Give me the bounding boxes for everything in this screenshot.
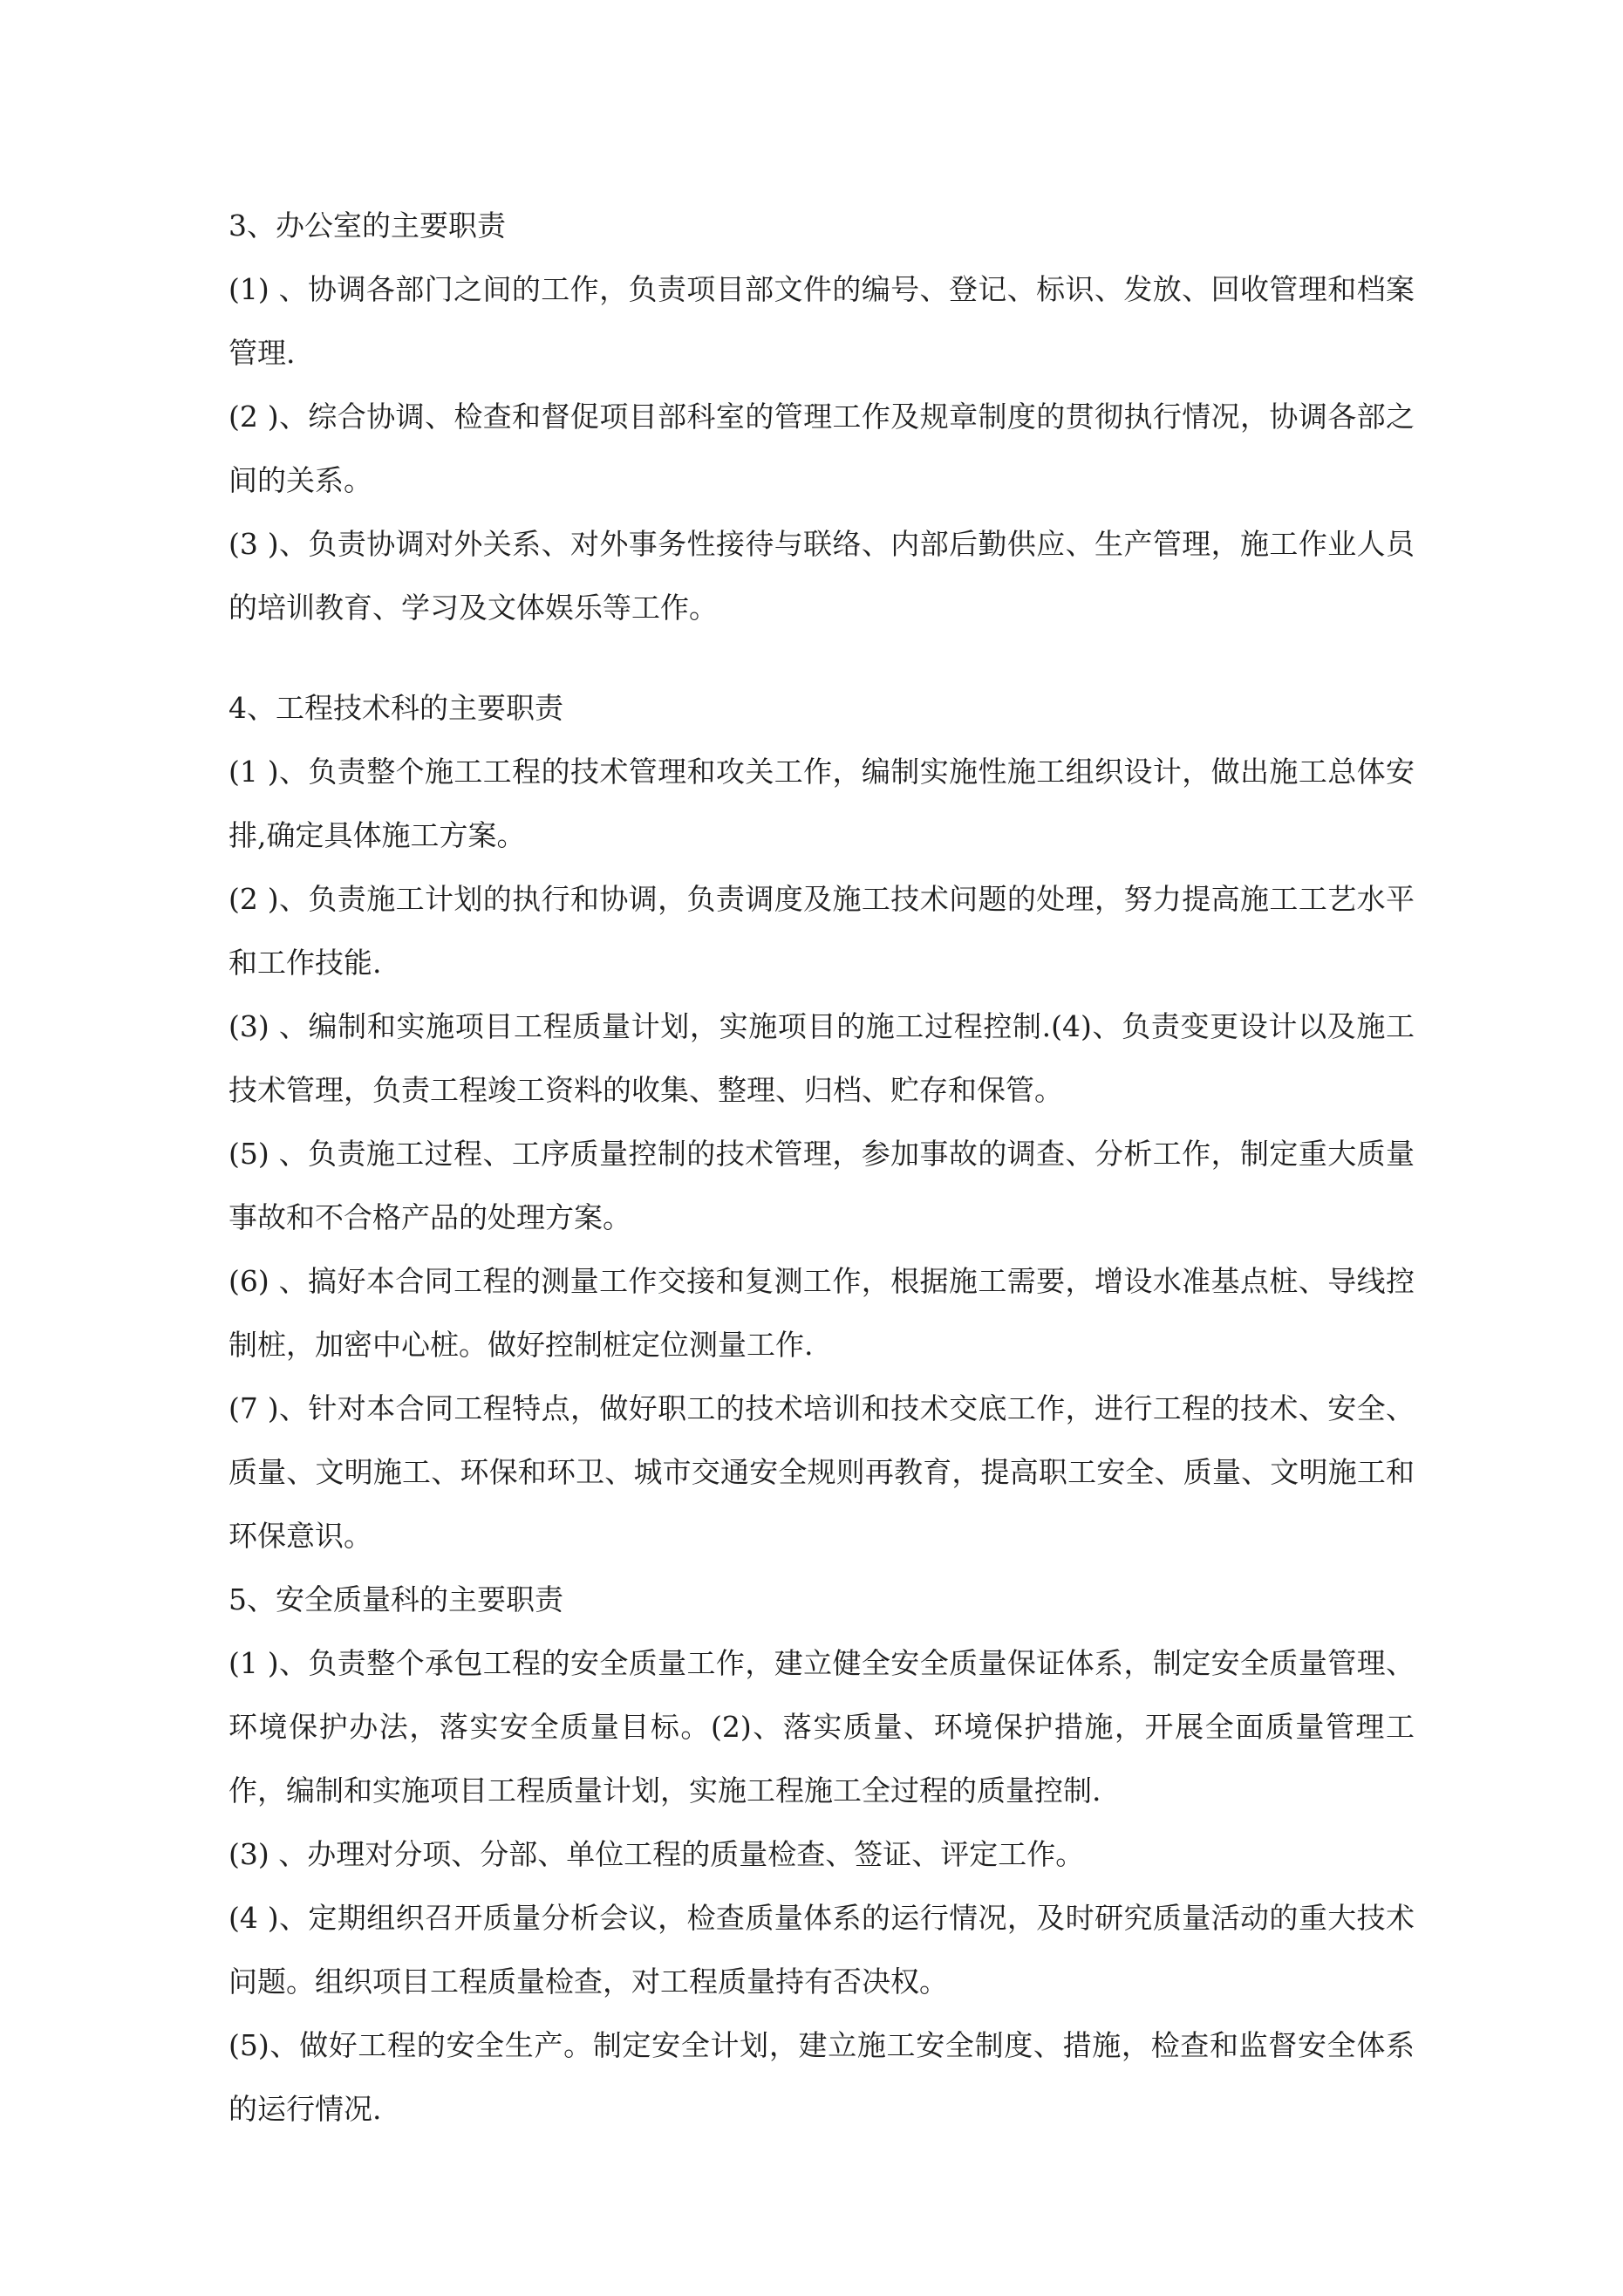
paragraph-engineering-7: (7 )、针对本合同工程特点，做好职工的技术培训和技术交底工作，进行工程的技术、安全、质量、文明施工、环保和环卫、城市交通安全规则再教育，提高职工安全、质量、文明施工和环保意识。 — [228, 1391, 1415, 1553]
paragraph-engineering-3: (3) 、编制和实施项目工程质量计划，实施项目的施工过程控制.(4)、负责变更设计以及施工技术管理，负责工程竣工资料的收集、整理、归档、贮存和保管。 — [228, 1009, 1415, 1107]
paragraph-safety-3: (3) 、办理对分项、分部、单位工程的质量检查、签证、评定工作。 — [228, 1837, 1085, 1871]
paragraph-safety-1: (1 )、负责整个承包工程的安全质量工作，建立健全安全质量保证体系，制定安全质量管理、环境保护办法，落实安全质量目标。(2)、落实质量、环境保护措施，开展全面质量管理工作，编制和实施项目工程质量计划，实施工程施工全过程的质量控制. — [228, 1646, 1415, 1807]
paragraph-safety-5: (5)、做好工程的安全生产。制定安全计划，建立施工安全制度、措施，检查和监督安全体系的运行情况. — [228, 2028, 1415, 2126]
paragraph-office-1: (1) 、协调各部门之间的工作，负责项目部文件的编号、登记、标识、发放、回收管理和档案管理. — [228, 272, 1415, 370]
paragraph-engineering-5: (5) 、负责施工过程、工序质量控制的技术管理，参加事故的调查、分析工作，制定重大质量事故和不合格产品的处理方案。 — [228, 1137, 1415, 1234]
document-body — [228, 194, 1415, 2141]
section-heading-office: 3、办公室的主要职责 — [228, 208, 506, 243]
paragraph-safety-4: (4 )、定期组织召开质量分析会议，检查质量体系的运行情况，及时研究质量活动的重大技术问题。组织项目工程质量检查，对工程质量持有否决权。 — [228, 1901, 1415, 1999]
paragraph-engineering-6: (6) 、搞好本合同工程的测量工作交接和复测工作，根据施工需要，增设水准基点桩、导线控制桩，加密中心桩。做好控制桩定位测量工作. — [228, 1264, 1415, 1362]
section-heading-engineering: 4、工程技术科的主要职责 — [228, 691, 563, 725]
paragraph-engineering-1: (1 )、负责整个施工工程的技术管理和攻关工作，编制实施性施工组织设计，做出施工总体安排,确定具体施工方案。 — [228, 755, 1415, 852]
section-heading-safety-quality: 5、安全质量科的主要职责 — [228, 1582, 563, 1616]
paragraph-office-3: (3 )、负责协调对外关系、对外事务性接待与联络、内部后勤供应、生产管理，施工作业人员的培训教育、学习及文体娱乐等工作。 — [228, 527, 1415, 625]
paragraph-engineering-2: (2 )、负责施工计划的执行和协调，负责调度及施工技术问题的处理，努力提高施工工艺水平和工作技能. — [228, 882, 1415, 980]
paragraph-office-2: (2 )、综合协调、检查和督促项目部科室的管理工作及规章制度的贯彻执行情况，协调各部之间的关系。 — [228, 400, 1415, 497]
